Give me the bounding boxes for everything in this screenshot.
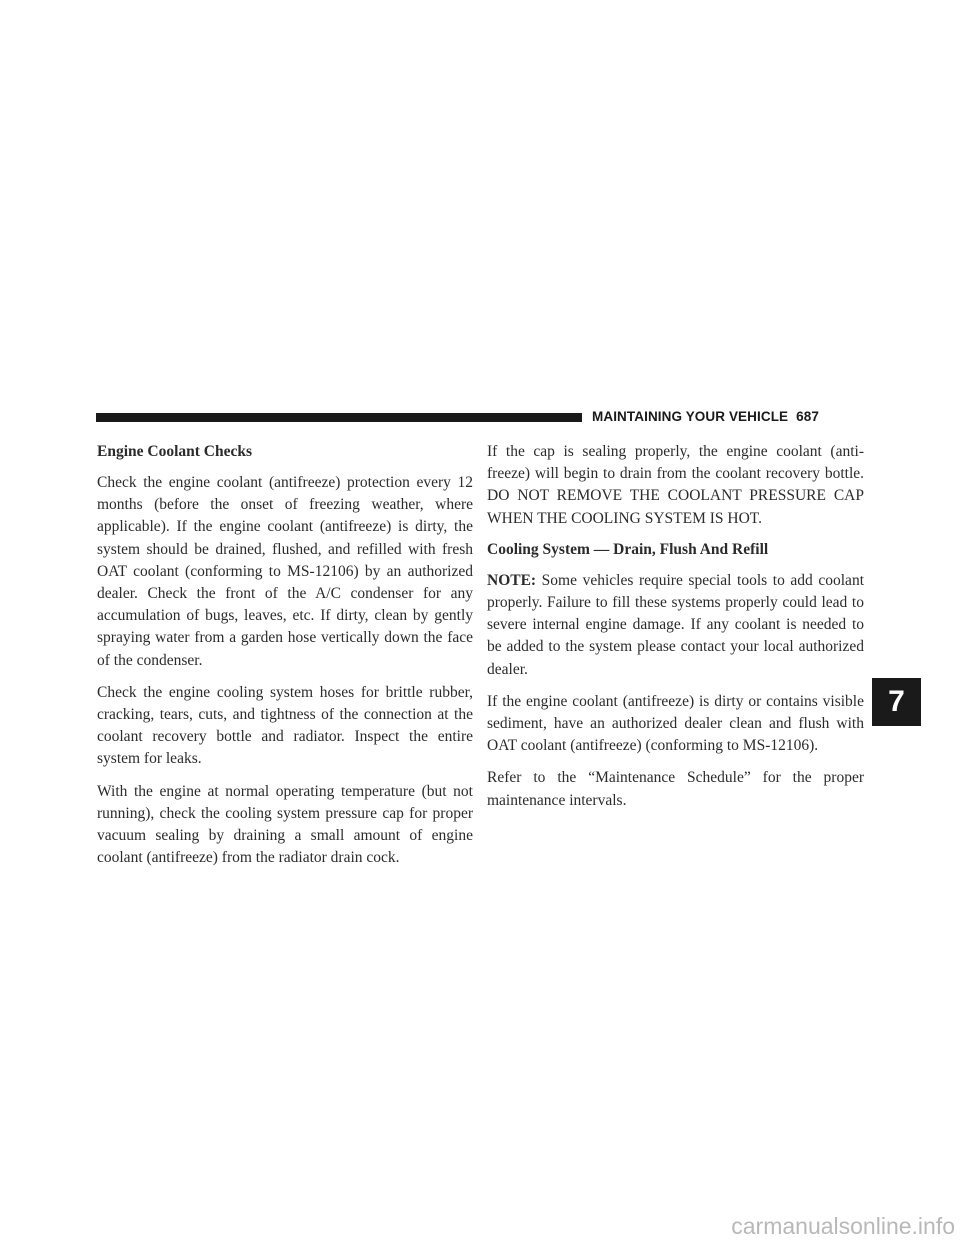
heading-drain-flush-refill: Cooling System — Drain, Flush And Refill xyxy=(487,540,769,558)
left-column xyxy=(97,442,473,879)
watermark-text: carmanualsonline.info xyxy=(731,1213,955,1239)
note-label: NOTE: xyxy=(487,571,537,589)
paragraph-hoses-inspection: Check the engine cooling system hoses for brittle rubber, cracking, tears, cuts, and tightness of the connection at the coolant recovery bottle and radiator. Inspect the entire system for leaks. xyxy=(97,683,473,768)
running-header xyxy=(592,408,864,426)
right-column xyxy=(487,441,864,822)
paragraph-cap-sealing: If the cap is sealing properly, the engine coolant (anti-freeze) will begin to drain from the coolant recovery bottle. DO NOT REMOVE THE COOLANT PRESSURE CAP WHEN THE COOLING SYSTEM IS HOT. xyxy=(487,443,864,527)
paragraph-coolant-protection: Check the engine coolant (antifreeze) protection every 12 months (before the onset of freezing weather, where applicable). If the engine coolant (antifreeze) is dirty, the system should be drained, flushed, and refilled with fresh OAT coolant (conforming to MS-12106) by an authorized dealer. Check the front of the A/C condenser for any accumulation of bugs, leaves, etc. If dirty, clean by gently spraying water from a garden hose vertically down the face of the condenser. xyxy=(97,474,473,669)
paragraph-dirty-coolant: If the engine coolant (antifreeze) is dirty or contains visible sediment, have an authorized dealer clean and flush with OAT coolant (antifreeze) (conforming to MS-12106). xyxy=(487,692,864,755)
chapter-tab: 7 xyxy=(872,678,921,726)
note-text: Some vehicles require special tools to add coolant properly. Failure to fill these systems properly could lead to severe internal engine damage. If any coolant is needed to be added to the system please contact your local authorized dealer. xyxy=(487,571,864,678)
page-number: 687 xyxy=(796,409,819,424)
heading-engine-coolant-checks: Engine Coolant Checks xyxy=(97,443,253,460)
note-paragraph xyxy=(487,570,864,681)
section-title: MAINTAINING YOUR VEHICLE xyxy=(592,409,789,424)
header-rule xyxy=(96,413,582,422)
paragraph-pressure-cap-check: With the engine at normal operating temperature (but not running), check the cooling system pressure cap for proper vacuum sealing by draining a small amount of engine coolant (antifreeze) from the radiator drain cock. xyxy=(97,782,473,867)
paragraph-maintenance-schedule: Refer to the “Maintenance Schedule” for the proper maintenance intervals. xyxy=(487,769,864,809)
